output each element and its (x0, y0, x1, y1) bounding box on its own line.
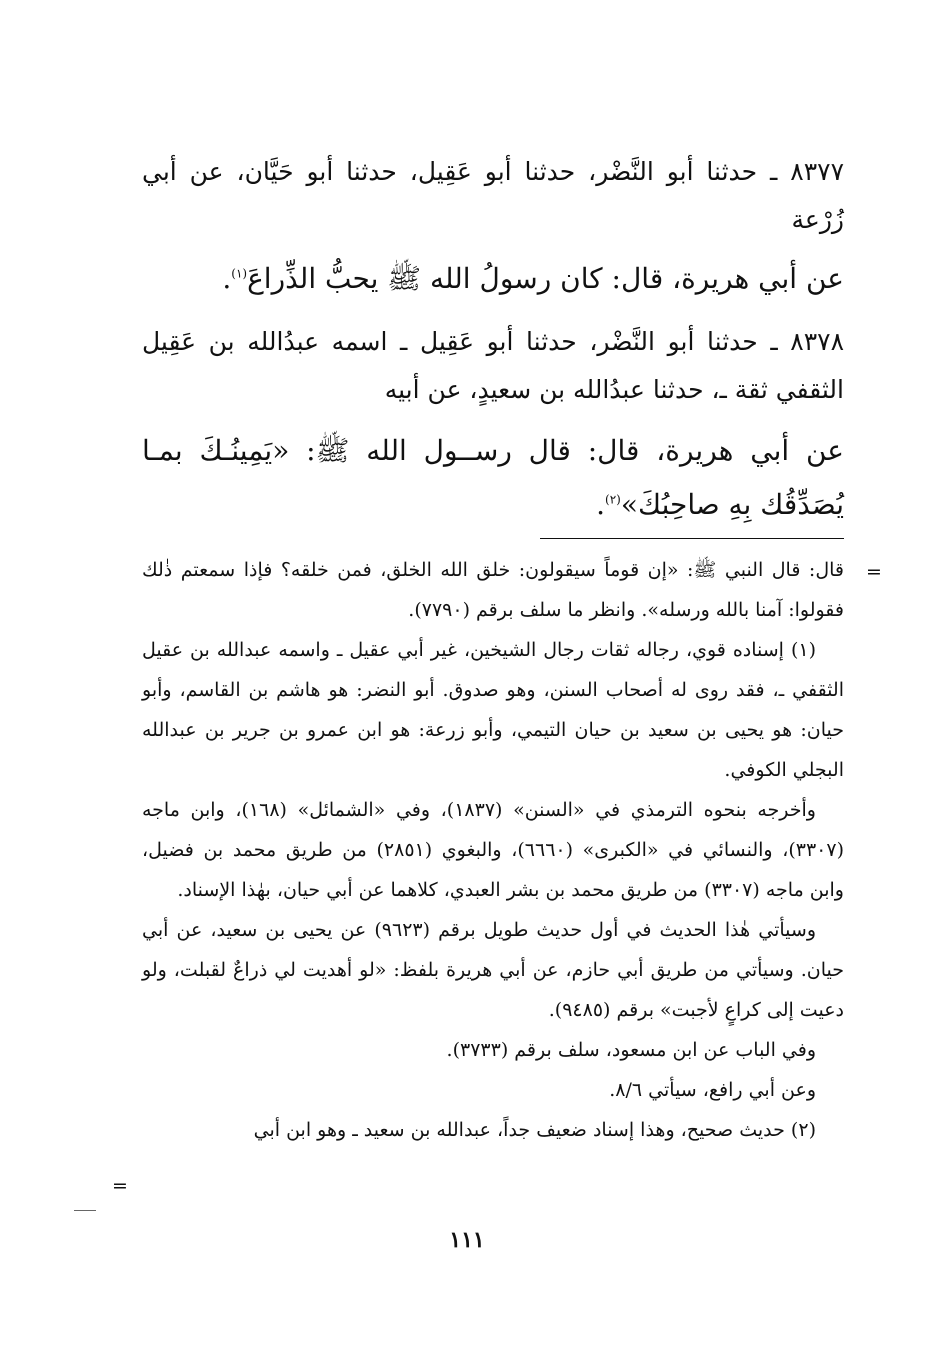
footnote-separator (540, 538, 844, 539)
hadith-8378-text: عن أبي هريرة، قال: قال رســول الله ﷺ: «يَمِينُـكَ بمـا يُصَدِّقُك بِهِ صاحِبُكَ»$^{(٢)}$. (142, 434, 844, 521)
page-number: ١١١ (449, 1227, 485, 1253)
continuation-mark-bottom: = (112, 1175, 128, 1197)
footnote-continuation: قال: قال النبي ﷺ: «إن قوماً سيقولون: خلق الله الخلق، فمن خلقه؟ فإذا سمعتم ذٰلك فقولوا: آمنا بالله ورسله». وانظر ما سلف برقم (٧٧٩٠). (142, 559, 844, 621)
footnote-ref-2: (٢) (605, 492, 621, 507)
footnote-1-cross-ref: وسيأتي هٰذا الحديث في أول حديث طويل برقم (٩٦٢٣) عن يحيى بن سعيد، عن أبي حيان. وسيأتي من طريق أبي حازم، عن أبي هريرة بلفظ: «لو أهديت لي ذراعٌ لقبلت، ولو دعيت إلى كراعٍ لأجبت» برقم (٩٤٨٥). (142, 919, 844, 1021)
footnote-1: (١) إسناده قوي، رجاله ثقات رجال الشيخين، غير أبي عقيل ـ واسمه عبدالله بن عقيل الثقفي ـ، فقد روى له أصحاب السنن، وهو صدوق. أبو النضر: هو هاشم بن القاسم، وأبو حيان: هو يحيى بن سعيد بن حيان التيمي، وأبو زرعة: هو ابن عمرو بن جرير بن عبدالله البجلي الكوفي. (142, 639, 844, 781)
footnote-ref-1: (١) (231, 266, 248, 281)
footnote-1-bab-2: وعن أبي رافع، سيأتي ٨/٦. (609, 1079, 816, 1101)
footnote-1-takhrij: وأخرجه بنحوه الترمذي في «السنن» (١٨٣٧)، وفي «الشمائل» (١٦٨)، وابن ماجه (٣٣٠٧)، والنسائي في «الكبرى» (٦٦٦٠)، والبغوي (٢٨٥١) من طريق محمد بن فضيل، وابن ماجه (٣٣٠٧) من طريق محمد بن بشر العبدي، كلاهما عن أبي حيان، بهٰذا الإسناد. (142, 799, 844, 901)
footnote-2: (٢) حديث صحيح، وهذا إسناد ضعيف جداً، عبدالله بن سعيد ـ وهو ابن أبي (253, 1119, 816, 1141)
hadith-8377-chain: ٨٣٧٧ ـ حدثنا أبو النَّضْر، حدثنا أبو عَقِيل، حدثنا أبو حَيَّان، عن أبي زُرْعة (142, 157, 844, 234)
continuation-mark-top: = (866, 561, 882, 583)
margin-tick (74, 1210, 96, 1211)
hadith-8378-chain: ٨٣٧٨ ـ حدثنا أبو النَّضْر، حدثنا أبو عَقِيل ـ اسمه عبدُالله بن عَقِيل الثقفي ثقة ـ، حدثنا عبدُالله بن سعيدٍ، عن أبيه (142, 327, 844, 404)
footnote-1-bab-1: وفي الباب عن ابن مسعود، سلف برقم (٣٧٣٣). (446, 1039, 816, 1061)
footnotes (142, 550, 844, 1150)
hadith-8377-text: عن أبي هريرة، قال: كان رسولُ الله ﷺ يحبُّ الذِّراعَ$^{(١)}$. (222, 262, 844, 295)
